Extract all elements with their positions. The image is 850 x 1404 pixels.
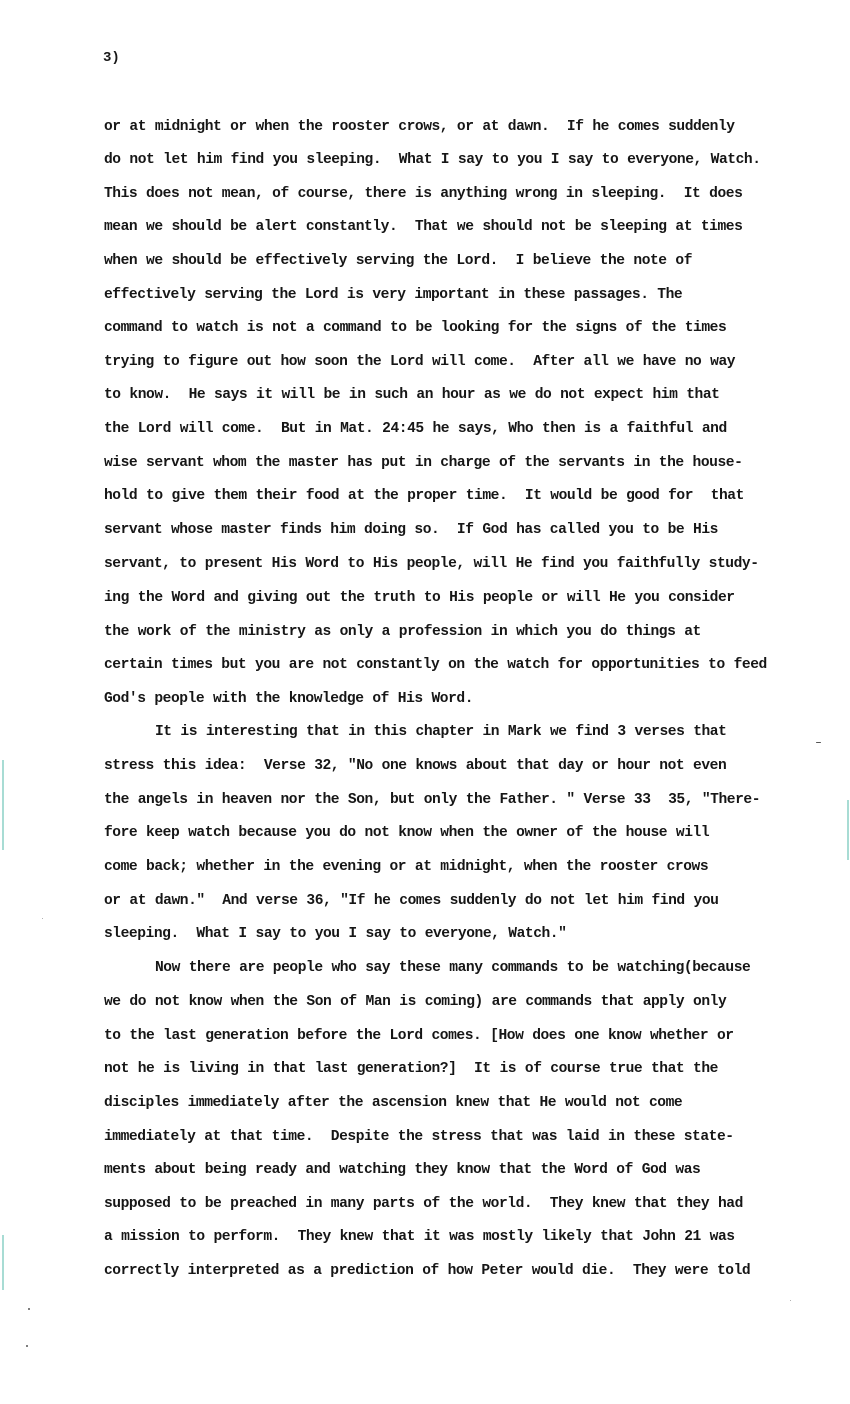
text-line: command to watch is not a command to be looking for the signs of the times (104, 320, 727, 336)
scan-edge-mark (2, 760, 4, 850)
scan-speck (28, 1308, 30, 1310)
text-line: the Lord will come. But in Mat. 24:45 he says, Who then is a faithful and (104, 421, 727, 437)
text-line: ing the Word and giving out the truth to His people or will He you consider (104, 590, 735, 606)
text-line: do not let him find you sleeping. What I say to you I say to everyone, Watch. (104, 152, 761, 168)
text-line: mean we should be alert constantly. That we should not be sleeping at times (104, 219, 743, 235)
text-line: wise servant whom the master has put in charge of the servants in the house- (104, 455, 743, 471)
text-line: the work of the ministry as only a profession in which you do things at (104, 624, 701, 640)
text-line: not he is living in that last generation?] It is of course true that the (104, 1061, 718, 1077)
text-line: or at dawn." And verse 36, "If he comes suddenly do not let him find you (104, 893, 719, 909)
text-line: the angels in heaven nor the Son, but only the Father. " Verse 33 35, "There- (104, 792, 760, 808)
text-line: to know. He says it will be in such an hour as we do not expect him that (104, 387, 720, 403)
text-line: ments about being ready and watching they know that the Word of God was (104, 1162, 701, 1178)
page-number: 3) (103, 50, 120, 66)
scan-edge-mark (2, 1235, 4, 1290)
scan-speck (42, 918, 43, 919)
text-line: sleeping. What I say to you I say to everyone, Watch." (104, 926, 567, 942)
text-line: immediately at that time. Despite the stress that was laid in these state- (104, 1129, 734, 1145)
text-line: supposed to be preached in many parts of the world. They knew that they had (104, 1196, 743, 1212)
scan-edge-mark (847, 800, 849, 860)
text-line: fore keep watch because you do not know when the owner of the house will (104, 825, 710, 841)
text-line: come back; whether in the evening or at midnight, when the rooster crows (104, 859, 709, 875)
text-line: correctly interpreted as a prediction of how Peter would die. They were told (104, 1263, 751, 1279)
text-line: when we should be effectively serving the Lord. I believe the note of (104, 253, 693, 269)
text-line: to the last generation before the Lord comes. [How does one know whether or (104, 1028, 734, 1044)
text-line: Now there are people who say these many commands to be watching(because (155, 960, 751, 976)
scan-speck (816, 742, 821, 743)
text-line: or at midnight or when the rooster crows, or at dawn. If he comes suddenly (104, 119, 735, 135)
text-line: God's people with the knowledge of His Word. (104, 691, 474, 707)
text-line: effectively serving the Lord is very important in these passages. The (104, 287, 683, 303)
text-line: a mission to perform. They knew that it was mostly likely that John 21 was (104, 1229, 735, 1245)
text-line: we do not know when the Son of Man is coming) are commands that apply only (104, 994, 727, 1010)
text-line: It is interesting that in this chapter in Mark we find 3 verses that (155, 724, 727, 740)
text-line: hold to give them their food at the proper time. It would be good for that (104, 488, 744, 504)
text-line: trying to figure out how soon the Lord will come. After all we have no way (104, 354, 736, 370)
text-line: stress this idea: Verse 32, "No one knows about that day or hour not even (104, 758, 727, 774)
text-line: This does not mean, of course, there is anything wrong in sleeping. It does (104, 186, 743, 202)
text-line: servant, to present His Word to His people, will He find you faithfully study- (104, 556, 759, 572)
text-line: disciples immediately after the ascension knew that He would not come (104, 1095, 683, 1111)
scan-speck (790, 1300, 791, 1301)
text-line: certain times but you are not constantly on the watch for opportunities to feed (104, 657, 767, 673)
scan-speck (26, 1345, 28, 1347)
text-line: servant whose master finds him doing so. If God has called you to be His (104, 522, 718, 538)
